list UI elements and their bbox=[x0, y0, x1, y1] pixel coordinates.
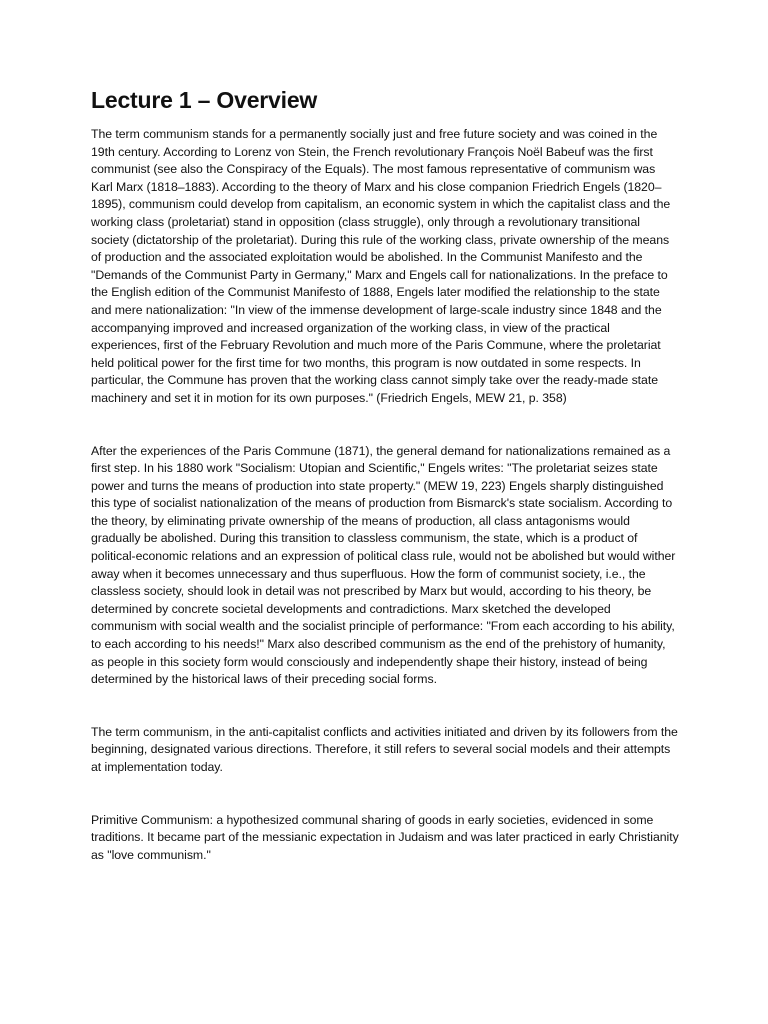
document-page bbox=[91, 84, 679, 864]
paragraph-directions: The term communism, in the anti-capitalist conflicts and activities initiated and driven by its followers from the beginning, designated various directions. Therefore, it still refers to several social models and their attempts at implementation today. bbox=[91, 724, 678, 774]
paragraph-definition: The term communism stands for a permanently socially just and free future society and was coined in the 19th century. According to Lorenz von Stein, the French revolutionary François Noël Babeuf was the first communist (see also the Conspiracy of the Equals). The most famous representative of communism was Karl Marx (1818–1883). According to the theory of Marx and his close companion Friedrich Engels (1820–1895), communism could develop from capitalism, an economic system in which the capitalist class and the working class (proletariat) stand in opposition (class struggle), only through a revolutionary transitional society (dictatorship of the proletariat). During this rule of the working class, private ownership of the means of production and the associated exploitation would be abolished. In the Communist Manifesto and the "Demands of the Communist Party in Germany," Marx and Engels call for nationalizations. In the preface to the English edition of the Communist Manifesto of 1888, Engels later modified the relationship to the state and mere nationalization: "In view of the immense development of large-scale industry since 1848 and the accompanying improved and increased organization of the working class, in view of the practical experiences, first of the February Revolution and much more of the Paris Commune, where the proletariat held political power for the first time for two months, this program is now outdated in some respects. In particular, the Commune has proven that the working class cannot simply take over the ready-made state machinery and set it in motion for its own purposes." (Friedrich Engels, MEW 21, p. 358) bbox=[91, 127, 671, 405]
paragraph-spacer bbox=[91, 689, 679, 724]
paragraph-spacer bbox=[91, 408, 679, 443]
paragraph-primitive-communism: Primitive Communism: a hypothesized communal sharing of goods in early societies, evidenced in some traditions. It became part of the messianic expectation in Judaism and was later practiced in early Christianity as "love communism." bbox=[91, 812, 679, 862]
paragraph-paris-commune: After the experiences of the Paris Commune (1871), the general demand for nationalizations remained as a first step. In his 1880 work "Socialism: Utopian and Scientific," Engels writes: "The proletariat seizes state power and turns the means of production into state property." (MEW 19, 223) Engels sharply distinguished this type of socialist nationalization of the means of production from Bismarck's state socialism. According to the theory, by eliminating private ownership of the means of production, all class antagonisms would gradually be abolished. During this transition to classless communism, the state, which is a product of political-economic relations and an expression of political class rule, would not be abolished but would wither away when it becomes unnecessary and thus superfluous. How the form of communist society, i.e., the classless society, should look in detail was not prescribed by Marx but would, according to his theory, be determined by concrete societal developments and contradictions. Marx sketched the developed communism with social wealth and the socialist principle of performance: "From each according to his ability, to each according to his needs!" Marx also described communism as the end of the prehistory of humanity, as people in this society form would consciously and independently shape their history, instead of being determined by the historical laws of their preceding social forms. bbox=[91, 443, 676, 687]
page-title: Lecture 1 – Overview bbox=[91, 87, 318, 113]
paragraph-spacer bbox=[91, 777, 679, 812]
